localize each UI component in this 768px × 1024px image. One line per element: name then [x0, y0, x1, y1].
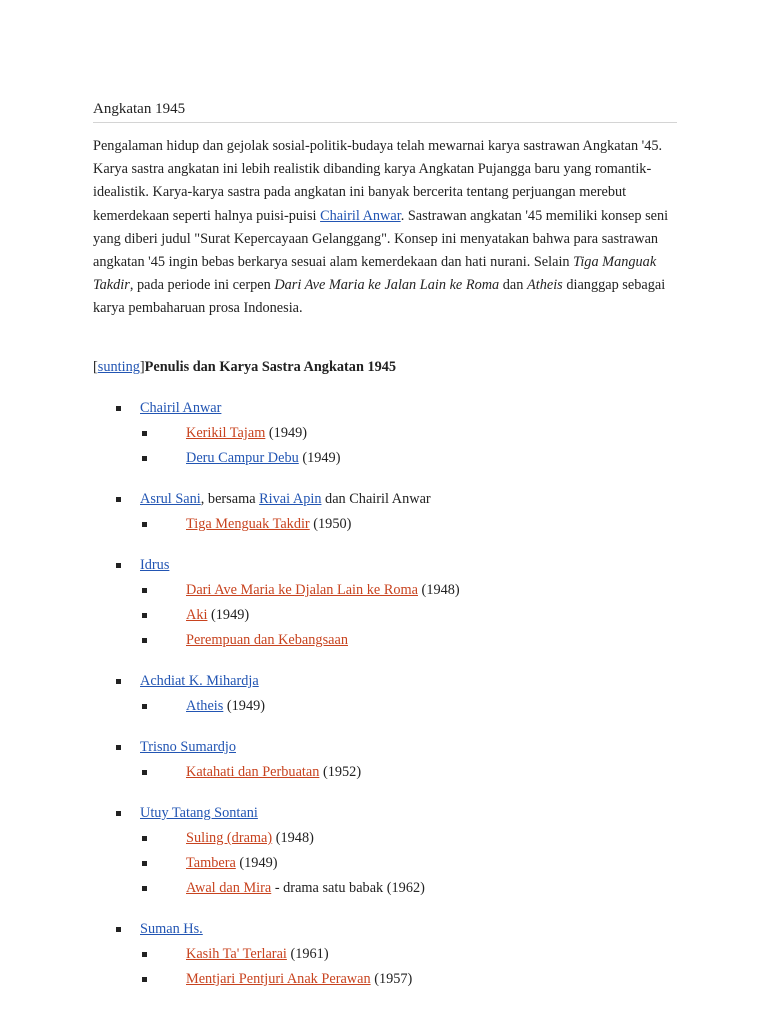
author-link[interactable]: Idrus — [140, 557, 170, 573]
bullet-icon — [142, 886, 147, 891]
bullet-icon — [142, 613, 147, 618]
bullet-icon — [116, 563, 121, 568]
work-link[interactable]: Mentjari Pentjuri Anak Perawan — [186, 971, 371, 987]
bullet-icon — [116, 745, 121, 750]
work-item — [186, 580, 460, 600]
work-year: - drama satu babak (1962) — [271, 880, 425, 896]
work-item — [186, 605, 249, 625]
intro-text-2: . Sastrawan angkatan '45 memiliki konsep seni yang diberi judul "Surat Kepercayaan Gelanggang". Konsep ini menyatakan bahwa para sastrawan angkatan '45 ingin bebas berkarya sesuai alam kemerdekaan dan hati nurani. Selain — [93, 207, 669, 271]
work-item — [186, 853, 278, 873]
bullet-icon — [142, 861, 147, 866]
edit-link[interactable]: sunting — [97, 359, 140, 375]
intro-paragraph — [93, 135, 683, 321]
author-link[interactable]: Chairil Anwar — [140, 400, 222, 416]
bullet-icon — [142, 456, 147, 461]
work-link[interactable]: Kasih Ta' Terlarai — [186, 946, 287, 962]
work-item — [186, 878, 425, 898]
bullet-icon — [142, 431, 147, 436]
bullet-icon — [142, 952, 147, 957]
work-year: (1949) — [235, 855, 278, 871]
author-item — [140, 671, 259, 691]
bullet-icon — [116, 406, 121, 411]
work-year: (1948) — [417, 582, 460, 598]
work-link[interactable]: Awal dan Mira — [186, 880, 272, 896]
intro-italic-3: Atheis — [527, 277, 563, 294]
bullet-icon — [116, 811, 121, 816]
author-link[interactable]: Suman Hs. — [140, 921, 203, 937]
work-link[interactable]: Atheis — [186, 698, 224, 714]
work-year: (1949) — [298, 450, 341, 466]
author-item — [140, 803, 258, 823]
author-item — [140, 737, 236, 757]
intro-text-5: dianggap sebagai karya pembaharuan prosa Indonesia. — [93, 277, 666, 317]
work-link[interactable]: Suling (drama) — [186, 830, 273, 846]
author-sep: dan Chairil Anwar — [321, 491, 431, 507]
bullet-icon — [116, 927, 121, 932]
author-sep: , bersama — [200, 491, 260, 507]
coauthor-link[interactable]: Rivai Apin — [259, 491, 322, 507]
intro-italic-1: Tiga Manguak Takdir — [93, 254, 657, 294]
work-item — [186, 514, 351, 534]
work-year: (1952) — [319, 764, 362, 780]
subsection-heading — [93, 356, 693, 378]
intro-text-3: , pada periode ini cerpen — [129, 277, 275, 294]
work-item — [186, 448, 340, 468]
section-title: Angkatan 1945 — [93, 99, 677, 123]
bracket-open: [ — [93, 359, 98, 375]
work-link[interactable]: Dari Ave Maria ke Djalan Lain ke Roma — [186, 582, 418, 598]
bullet-icon — [142, 770, 147, 775]
work-year: (1948) — [272, 830, 314, 846]
work-item — [186, 828, 314, 848]
work-year: (1961) — [286, 946, 329, 962]
work-year: (1949) — [207, 607, 250, 623]
work-year: (1949) — [265, 425, 308, 441]
bullet-icon — [142, 522, 147, 527]
author-item — [140, 398, 221, 418]
work-link[interactable]: Deru Campur Debu — [186, 450, 299, 466]
work-link[interactable]: Katahati dan Perbuatan — [186, 764, 320, 780]
author-item — [140, 555, 169, 575]
author-link[interactable]: Asrul Sani — [140, 491, 201, 507]
bullet-icon — [142, 836, 147, 841]
work-item — [186, 423, 307, 443]
bullet-icon — [116, 497, 121, 502]
work-year: (1949) — [223, 698, 266, 714]
work-link[interactable]: Tiga Menguak Takdir — [186, 516, 310, 532]
bullet-icon — [142, 638, 147, 643]
bullet-icon — [142, 977, 147, 982]
work-item — [186, 762, 361, 782]
author-link[interactable]: Utuy Tatang Sontani — [140, 805, 258, 821]
intro-text-1: Pengalaman hidup dan gejolak sosial-politik-budaya telah mewarnai karya sastrawan Angkatan '45. Karya sastra angkatan ini lebih realistik dibanding karya Angkatan Pujangga baru yang romantik-idealistik. Karya-karya sastra pada angkatan ini banyak bercerita tentang perjuangan merebut kemerdekaan seperti halnya puisi-puisi — [93, 138, 663, 224]
work-item — [186, 630, 348, 650]
bracket-close: ] — [139, 359, 145, 375]
subsection-title: Penulis dan Karya Sastra Angkatan 1945 — [144, 359, 397, 375]
work-link[interactable]: Kerikil Tajam — [186, 425, 266, 441]
work-link[interactable]: Aki — [186, 607, 208, 623]
author-link[interactable]: Achdiat K. Mihardja — [140, 673, 259, 689]
work-item — [186, 944, 329, 964]
work-year: (1950) — [309, 516, 352, 532]
author-item — [140, 489, 431, 509]
author-item — [140, 919, 203, 939]
work-item — [186, 969, 412, 989]
author-link[interactable]: Trisno Sumardjo — [140, 739, 236, 755]
work-link[interactable]: Perempuan dan Kebangsaan — [186, 632, 348, 648]
intro-italic-2: Dari Ave Maria ke Jalan Lain ke Roma — [274, 277, 500, 294]
bullet-icon — [116, 679, 121, 684]
work-year: (1957) — [370, 971, 413, 987]
bullet-icon — [142, 704, 147, 709]
work-link[interactable]: Tambera — [186, 855, 236, 871]
intro-text-4: dan — [499, 277, 527, 294]
work-item — [186, 696, 265, 716]
bullet-icon — [142, 588, 147, 593]
link-chairil-anwar[interactable]: Chairil Anwar — [320, 207, 401, 224]
